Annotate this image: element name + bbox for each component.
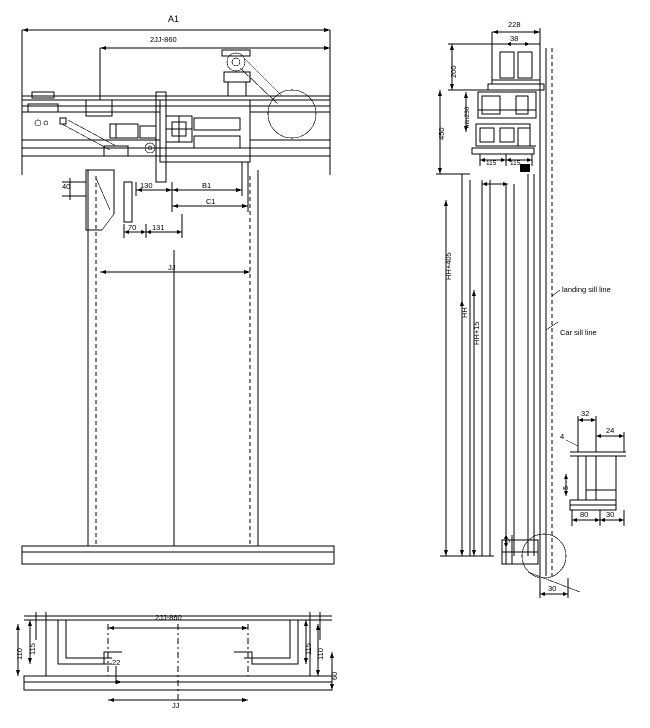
label-dim-131: 131 (152, 223, 165, 232)
label-dim-30-detail: 30 (606, 510, 615, 519)
label-dim-110-right: 110 (316, 648, 325, 660)
label-dim-80: 80 (580, 510, 589, 519)
label-dim-40: 40 (62, 182, 71, 191)
label-dim-5-detail: 5 (561, 485, 570, 490)
label-dim-200: 200 (449, 65, 458, 78)
label-dim-30-bottom: 30 (548, 584, 557, 593)
label-dim-115b-side: 115 (510, 160, 521, 167)
label-dim-450: 450 (437, 127, 446, 140)
label-dim-4: 4 (560, 432, 565, 441)
label-hh-15: HH+15 (472, 321, 481, 345)
label-dim-32: 32 (581, 409, 590, 418)
label-dim-110-left: 110 (15, 648, 24, 660)
label-a1: A1 (168, 14, 180, 24)
label-dim-130: 130 (140, 181, 153, 190)
label-c1: C1 (206, 197, 216, 206)
label-span-2jj-plan: 2JJ-860 (155, 613, 182, 622)
label-jj-plan: JJ (172, 701, 180, 710)
label-dim-38: 38 (510, 34, 519, 43)
label-dim-115-right: 115 (304, 643, 313, 655)
label-dim-228: 228 (508, 20, 521, 29)
label-span-2jj-front: 2JJ-860 (150, 35, 177, 44)
label-dim-24: 24 (606, 426, 615, 435)
label-hh-405: HH+405 (444, 252, 453, 280)
label-dim-115-left: 115 (28, 643, 37, 655)
label-min230: min230 (464, 106, 471, 128)
label-dim-5-bottom: 5 (503, 538, 512, 543)
label-landing-sill-line: landing sill line (562, 285, 611, 294)
label-jj-front: JJ (168, 263, 176, 272)
label-dim-70: 70 (128, 223, 137, 232)
label-dim-60: 60 (330, 671, 339, 680)
label-hh: HH (460, 307, 469, 318)
label-b1: B1 (202, 181, 212, 190)
label-dim-115-side: 115 (486, 160, 497, 167)
label-dim-22: 22 (112, 658, 121, 667)
label-car-sill-line: Car sill line (560, 328, 597, 337)
